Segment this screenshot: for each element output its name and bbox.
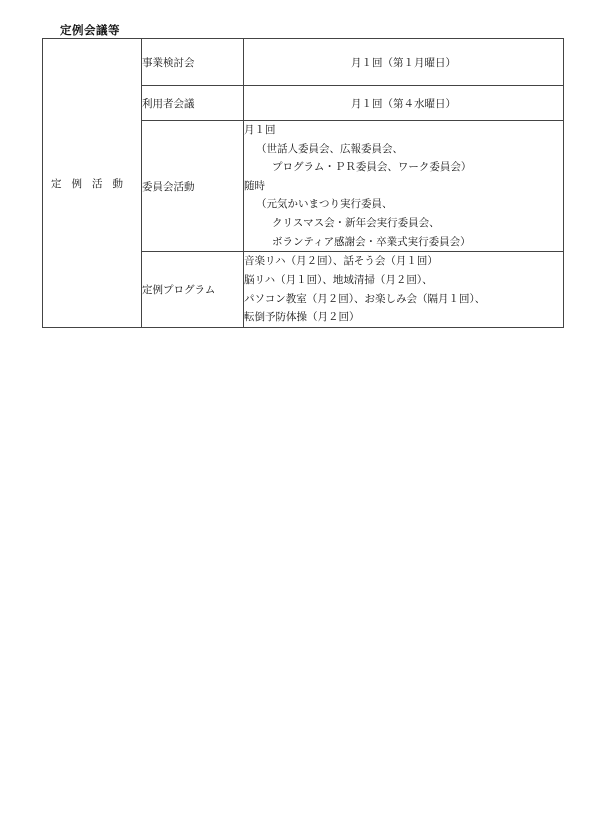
section-title: 定例会議等 [60,23,120,37]
row-value-business-review: 月１回（第１月曜日） [244,39,564,86]
committee-line: （世話人委員会、広報委員会、 [256,142,403,155]
program-line: 脳リハ（月１回）、地域清掃（月２回）、 [244,274,433,287]
row-value-committee [244,121,564,252]
committee-line: 月１回 [244,124,276,136]
program-line: パソコン教室（月２回）、お楽しみ会（隔月１回）、 [244,292,486,305]
committee-line: （元気かいまつり実行委員、 [256,198,393,211]
table-row [43,39,564,86]
row-label-committee: 委員会活動 [142,121,244,252]
program-line: 音楽リハ（月２回）、話そう会（月１回） [244,255,438,268]
schedule-table [42,38,564,328]
row-label-user-meeting: 利用者会議 [142,86,244,121]
row-value-user-meeting: 月１回（第４水曜日） [244,86,564,121]
program-line: 転倒予防体操（月２回） [244,311,360,324]
committee-line: 随時 [244,179,265,192]
row-label-business-review: 事業検討会 [142,39,244,86]
row-value-regular-program [244,252,564,328]
row-label-regular-program: 定例プログラム [142,252,244,328]
committee-line: ボランティア感謝会・卒業式実行委員会） [272,235,471,248]
category-cell: 定例活動 [43,39,142,328]
committee-line: クリスマス会・新年会実行委員会、 [272,216,440,229]
committee-line: プログラム・ＰＲ委員会、ワーク委員会） [272,161,472,174]
